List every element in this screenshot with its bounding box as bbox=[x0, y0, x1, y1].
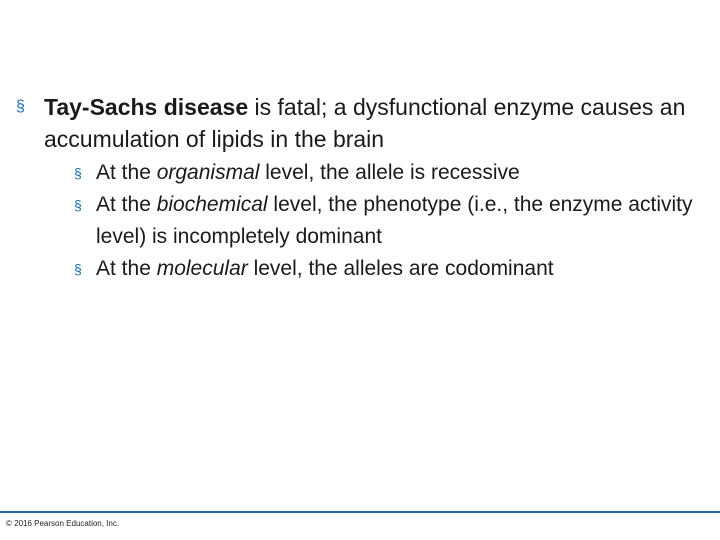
bullet-marker-icon: § bbox=[74, 165, 82, 181]
sub-bullet-prefix: At the bbox=[96, 161, 157, 184]
sub-bullet-molecular bbox=[74, 253, 706, 285]
footer-divider bbox=[0, 511, 720, 513]
sub-bullet-list bbox=[16, 157, 706, 285]
sub-bullet-italic: molecular bbox=[156, 257, 248, 280]
bullet-marker-icon: § bbox=[74, 261, 82, 277]
bullet-marker-icon: § bbox=[16, 98, 25, 115]
main-bullet bbox=[16, 91, 706, 155]
bullet-marker-icon: § bbox=[74, 197, 82, 213]
sub-bullet-prefix: At the bbox=[96, 257, 157, 280]
sub-bullet-suffix: level, the phenotype (i.e., the enzyme activity level) is incompletely dominant bbox=[96, 193, 693, 248]
bold-term: Tay-Sachs disease bbox=[44, 94, 249, 120]
sub-bullet-prefix: At the bbox=[96, 193, 157, 216]
sub-bullet-italic: biochemical bbox=[156, 193, 268, 216]
footer-copyright: © 2016 Pearson Education, Inc. bbox=[6, 519, 120, 528]
sub-bullet-suffix: level, the alleles are codominant bbox=[247, 257, 554, 280]
sub-bullet-suffix: level, the allele is recessive bbox=[259, 161, 520, 184]
sub-bullet-organismal bbox=[74, 157, 706, 189]
bullet-list bbox=[16, 91, 706, 285]
main-bullet-text: is fatal; a dysfunctional enzyme causes an accumulation of lipids in the brain bbox=[44, 94, 686, 152]
sub-bullet-biochemical bbox=[74, 189, 706, 253]
sub-bullet-italic: organismal bbox=[156, 161, 260, 184]
